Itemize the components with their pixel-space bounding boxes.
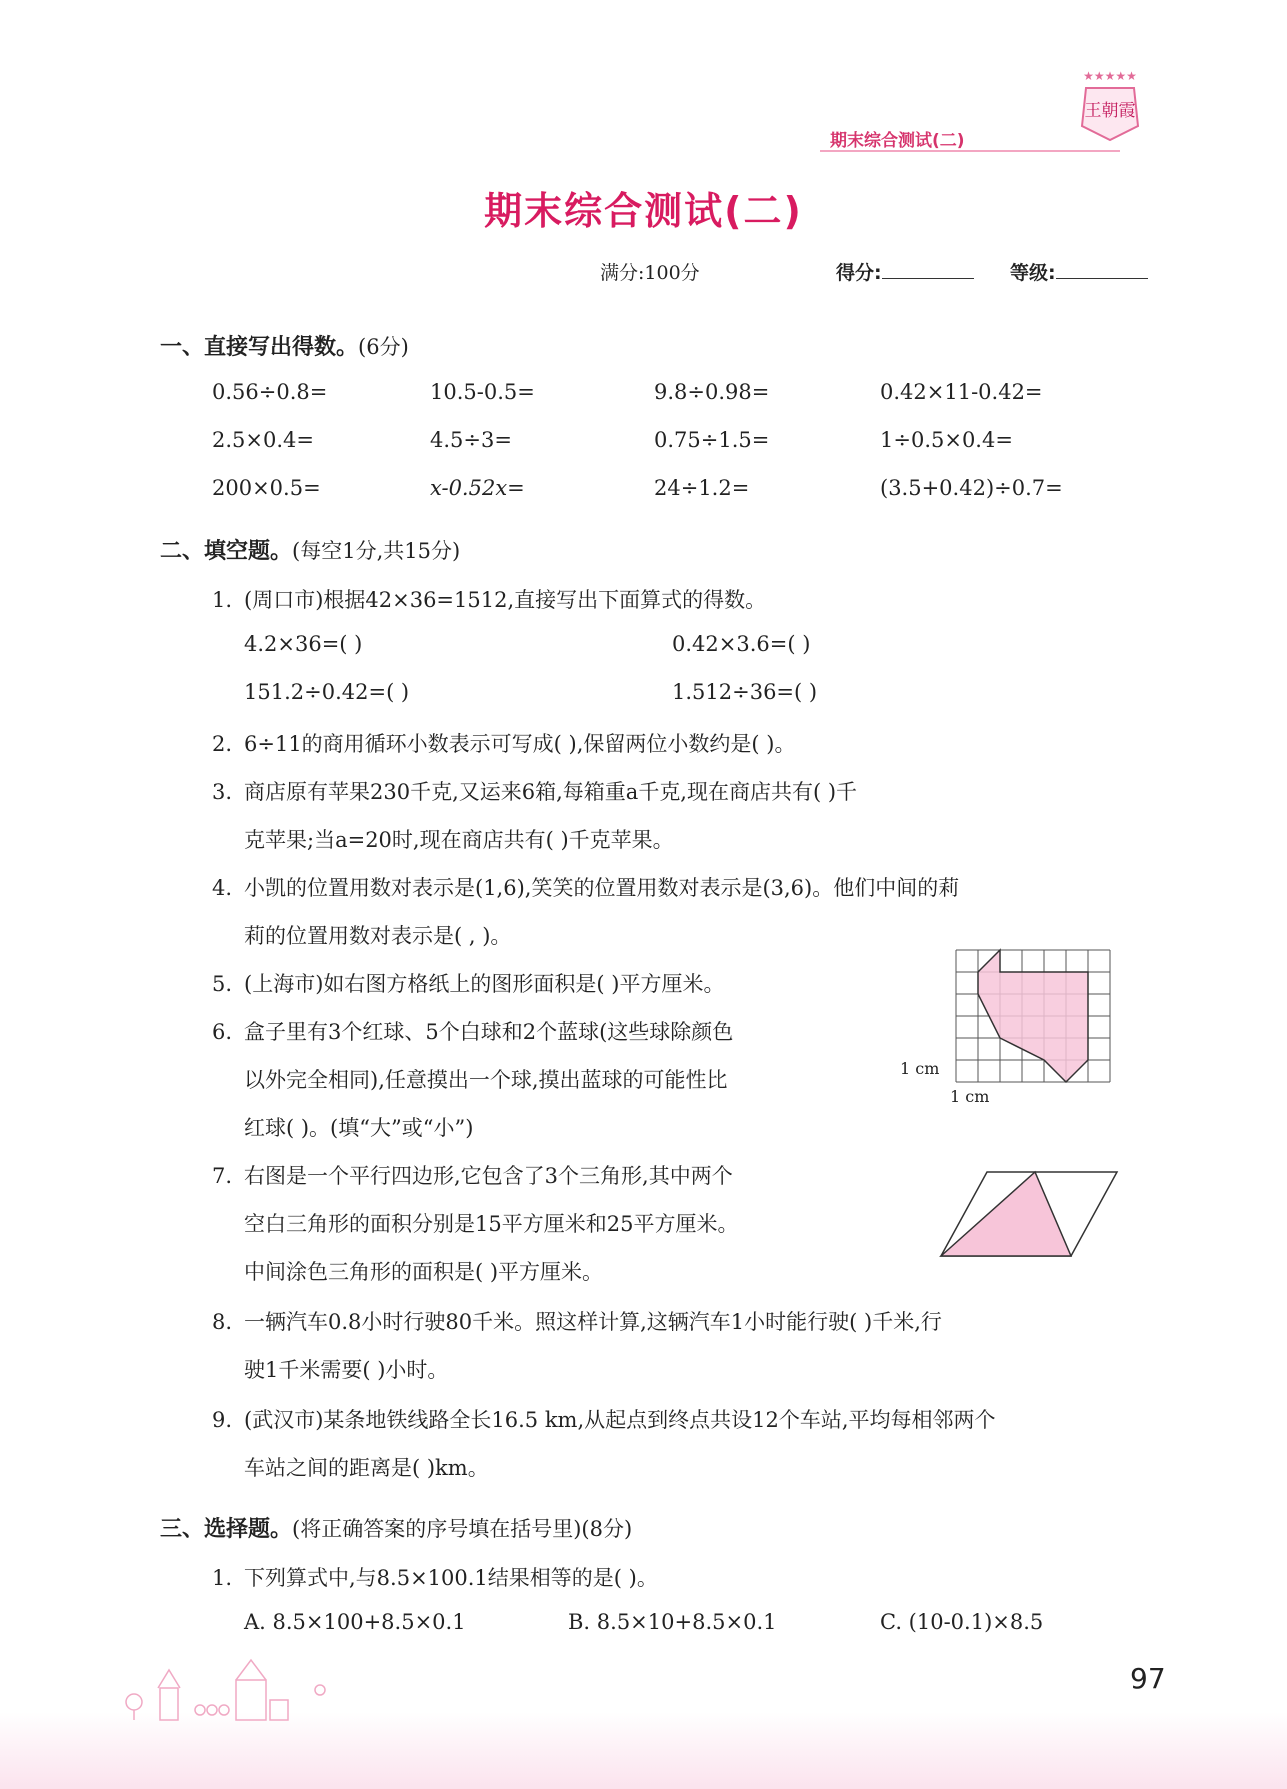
q2-7-line3: 中间涂色三角形的面积是( )平方厘米。	[244, 1260, 604, 1284]
q2-4-line2: 莉的位置用数对表示是( , )。	[244, 924, 512, 948]
q2-1: 1. (周口市)根据42×36=1512,直接写出下面算式的得数。	[212, 588, 767, 612]
running-title: 期末综合测试(二)	[830, 131, 965, 151]
grade-field	[1010, 258, 1148, 285]
calc-1-2: 10.5-0.5=	[430, 380, 535, 404]
q2-7-line2: 空白三角形的面积分别是15平方厘米和25平方厘米。	[244, 1212, 739, 1236]
section1-heading: 一、直接写出得数。(6分)	[160, 335, 409, 360]
q2-3-line1: 3. 商店原有苹果230千克,又运来6箱,每箱重a千克,现在商店共有( )千	[212, 780, 858, 804]
q2-6-line3: 红球( )。(填“大”或“小”)	[244, 1116, 474, 1140]
q2-8-line2: 驶1千米需要( )小时。	[244, 1358, 449, 1382]
q2-1-d: 1.512÷36=( )	[672, 680, 818, 704]
shaded-shape	[978, 950, 1088, 1082]
q2-6-line2: 以外完全相同),任意摸出一个球,摸出蓝球的可能性比	[244, 1068, 728, 1092]
q2-9-line2: 车站之间的距离是( )km。	[244, 1456, 489, 1480]
q2-8-line1: 8. 一辆汽车0.8小时行驶80千米。照这样计算,这辆汽车1小时能行驶( )千米,行	[212, 1310, 942, 1334]
q3-1: 1. 下列算式中,与8.5×100.1结果相等的是( )。	[212, 1566, 658, 1590]
q2-5: 5. (上海市)如右图方格纸上的图形面积是( )平方厘米。	[212, 972, 725, 996]
page-number: 97	[1130, 1662, 1166, 1695]
full-score: 满分:100分	[600, 262, 700, 284]
logo-badge	[1072, 66, 1148, 146]
calc-3-3: 24÷1.2=	[654, 476, 750, 500]
calc-1-3: 9.8÷0.98=	[654, 380, 770, 404]
q2-3-line2: 克苹果;当a=20时,现在商店共有( )千克苹果。	[244, 828, 674, 852]
calc-3-1: 200×0.5=	[212, 476, 321, 500]
section2-heading: 二、填空题。(每空1分,共15分)	[160, 539, 461, 564]
grid-figure	[900, 940, 1130, 1124]
grid-label-left: 1 cm	[900, 1059, 940, 1078]
grade-blank[interactable]	[1056, 260, 1148, 279]
q2-7-line1: 7. 右图是一个平行四边形,它包含了3个三角形,其中两个	[212, 1164, 733, 1188]
q3-1-option-c: C. (10-0.1)×8.5	[880, 1610, 1044, 1634]
castle-illustration	[120, 1650, 340, 1726]
score-field	[836, 258, 974, 285]
calc-2-1: 2.5×0.4=	[212, 428, 314, 452]
header-rule	[820, 150, 1120, 152]
q3-1-option-a: A. 8.5×100+8.5×0.1	[244, 1610, 466, 1634]
q2-1-c: 151.2÷0.42=( )	[244, 680, 410, 704]
score-label: 得分:	[836, 262, 882, 284]
calc-2-4: 1÷0.5×0.4=	[880, 428, 1013, 452]
q2-1-a: 4.2×36=( )	[244, 632, 363, 656]
grade-label: 等级:	[1010, 262, 1056, 284]
calc-1-1: 0.56÷0.8=	[212, 380, 328, 404]
calc-2-3: 0.75÷1.5=	[654, 428, 770, 452]
score-blank[interactable]	[882, 260, 974, 279]
calc-1-4: 0.42×11-0.42=	[880, 380, 1043, 404]
q2-2: 2. 6÷11的商用循环小数表示可写成( ),保留两位小数约是( )。	[212, 732, 796, 756]
q2-1-b: 0.42×3.6=( )	[672, 632, 811, 656]
section3-heading: 三、选择题。(将正确答案的序号填在括号里)(8分)	[160, 1517, 633, 1542]
calc-3-2: x-0.52x=	[430, 476, 525, 500]
parallelogram-figure	[935, 1168, 1125, 1266]
grid-label-bottom: 1 cm	[950, 1087, 990, 1106]
calc-3-4: (3.5+0.42)÷0.7=	[880, 476, 1063, 500]
q2-6-line1: 6. 盒子里有3个红球、5个白球和2个蓝球(这些球除颜色	[212, 1020, 734, 1044]
q2-4-line1: 4. 小凯的位置用数对表示是(1,6),笑笑的位置用数对表示是(3,6)。他们中间的莉	[212, 876, 960, 900]
q3-1-option-b: B. 8.5×10+8.5×0.1	[568, 1610, 777, 1634]
logo-text: 王朝霞	[1084, 101, 1136, 121]
q2-9-line1: 9. (武汉市)某条地铁线路全长16.5 km,从起点到终点共设12个车站,平均每相邻两个	[212, 1408, 996, 1432]
svg-text:★★★★★: ★★★★★	[1083, 69, 1137, 83]
shaded-triangle	[941, 1172, 1071, 1256]
page-title: 期末综合测试(二)	[484, 189, 803, 233]
calc-2-2: 4.5÷3=	[430, 428, 512, 452]
